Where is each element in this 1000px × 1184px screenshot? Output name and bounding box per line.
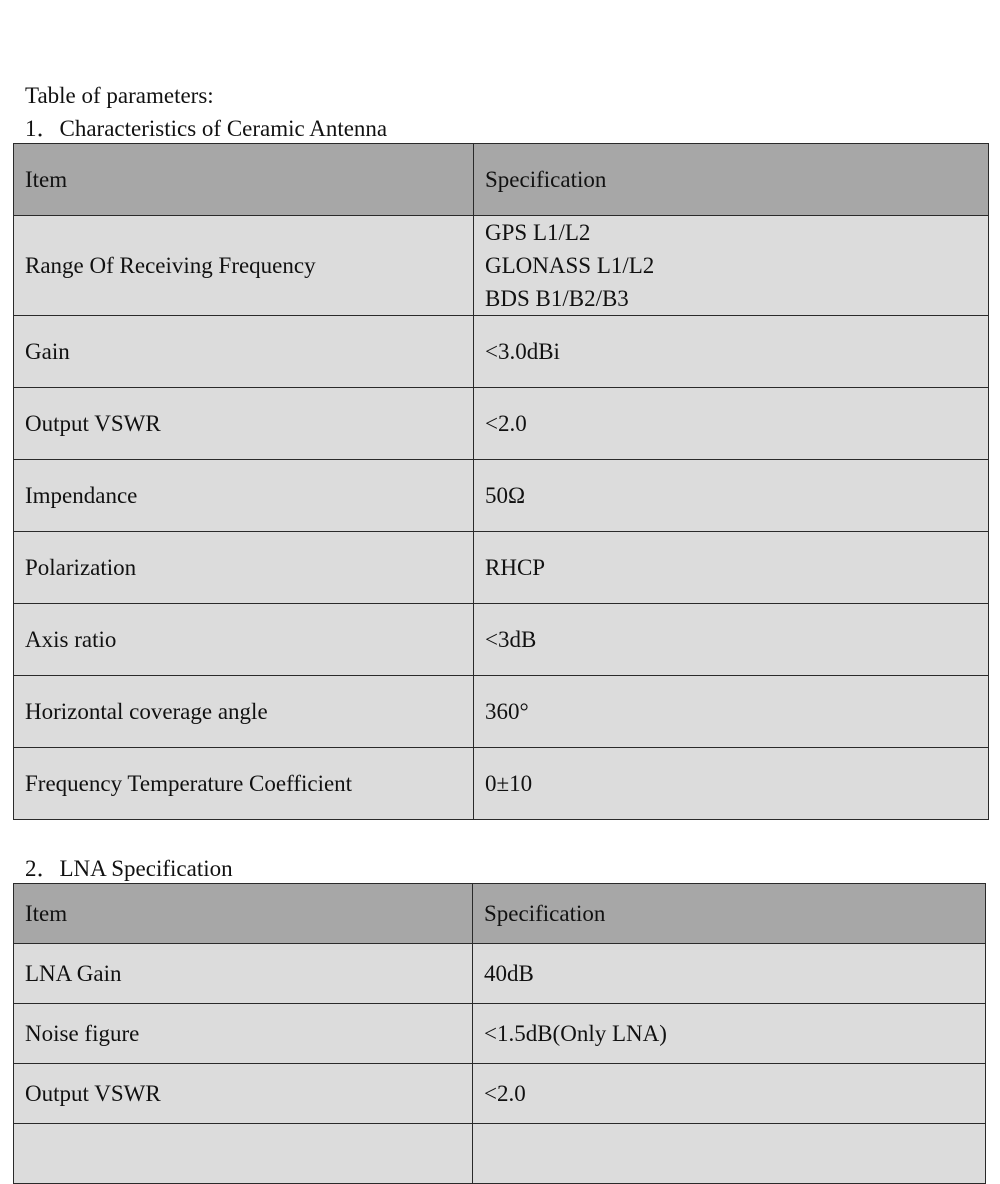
item-cell [14, 1124, 473, 1184]
section-2-heading: 2．LNA Specification [25, 856, 233, 881]
item-cell: Gain [14, 316, 474, 388]
spec-value: <3.0dBi [485, 339, 560, 364]
spec-value: <2.0 [485, 411, 527, 436]
spec-cell [473, 1124, 986, 1184]
spec-value: <3dB [485, 627, 537, 652]
item-cell: Output VSWR [14, 1064, 473, 1124]
table-row [14, 748, 989, 820]
spec-cell [474, 532, 989, 604]
table-row [14, 1004, 986, 1064]
item-cell: LNA Gain [14, 944, 473, 1004]
table-row [14, 316, 989, 388]
spec-cell [474, 216, 989, 316]
table-row [14, 604, 989, 676]
spec-value: <2.0 [484, 1081, 526, 1106]
spec-cell [474, 748, 989, 820]
item-cell: Noise figure [14, 1004, 473, 1064]
header-item: Item [14, 884, 473, 944]
header-item: Item [14, 144, 474, 216]
spec-cell [473, 1004, 986, 1064]
spec-value: GLONASS L1/L2 [485, 253, 655, 278]
table-row [14, 944, 986, 1004]
spec-value: 0±10 [485, 771, 533, 796]
item-cell: Range Of Receiving Frequency [14, 216, 474, 316]
table-row [14, 1064, 986, 1124]
table-row [14, 388, 989, 460]
spec-value: RHCP [485, 555, 546, 580]
spec-value: 50Ω [485, 483, 526, 508]
spec-value: <1.5dB(Only LNA) [484, 1021, 667, 1046]
table-row [14, 460, 989, 532]
spec-value: BDS B1/B2/B3 [485, 286, 629, 311]
intro-text: Table of parameters: [25, 83, 214, 108]
item-cell: Polarization [14, 532, 474, 604]
table-header-row [14, 884, 986, 944]
spec-cell [473, 1064, 986, 1124]
table-row [14, 676, 989, 748]
antenna-characteristics-table [13, 143, 989, 820]
table-row [14, 532, 989, 604]
section-1-heading: 1．Characteristics of Ceramic Antenna [25, 116, 388, 141]
spec-cell [474, 316, 989, 388]
item-cell: Axis ratio [14, 604, 474, 676]
spec-cell [473, 944, 986, 1004]
item-cell: Frequency Temperature Coefficient [14, 748, 474, 820]
table-row [14, 1124, 986, 1184]
spec-cell [474, 604, 989, 676]
spec-value: 40dB [484, 961, 534, 986]
item-cell: Horizontal coverage angle [14, 676, 474, 748]
item-cell: Output VSWR [14, 388, 474, 460]
table-row [14, 216, 989, 316]
spec-cell [474, 460, 989, 532]
spec-value: GPS L1/L2 [485, 220, 591, 245]
item-cell: Impendance [14, 460, 474, 532]
table-header-row [14, 144, 989, 216]
lna-specification-table [13, 883, 986, 1184]
spec-cell [474, 388, 989, 460]
spec-value: 360° [485, 699, 529, 724]
header-spec: Specification [473, 884, 986, 944]
header-spec: Specification [474, 144, 989, 216]
spec-cell [474, 676, 989, 748]
